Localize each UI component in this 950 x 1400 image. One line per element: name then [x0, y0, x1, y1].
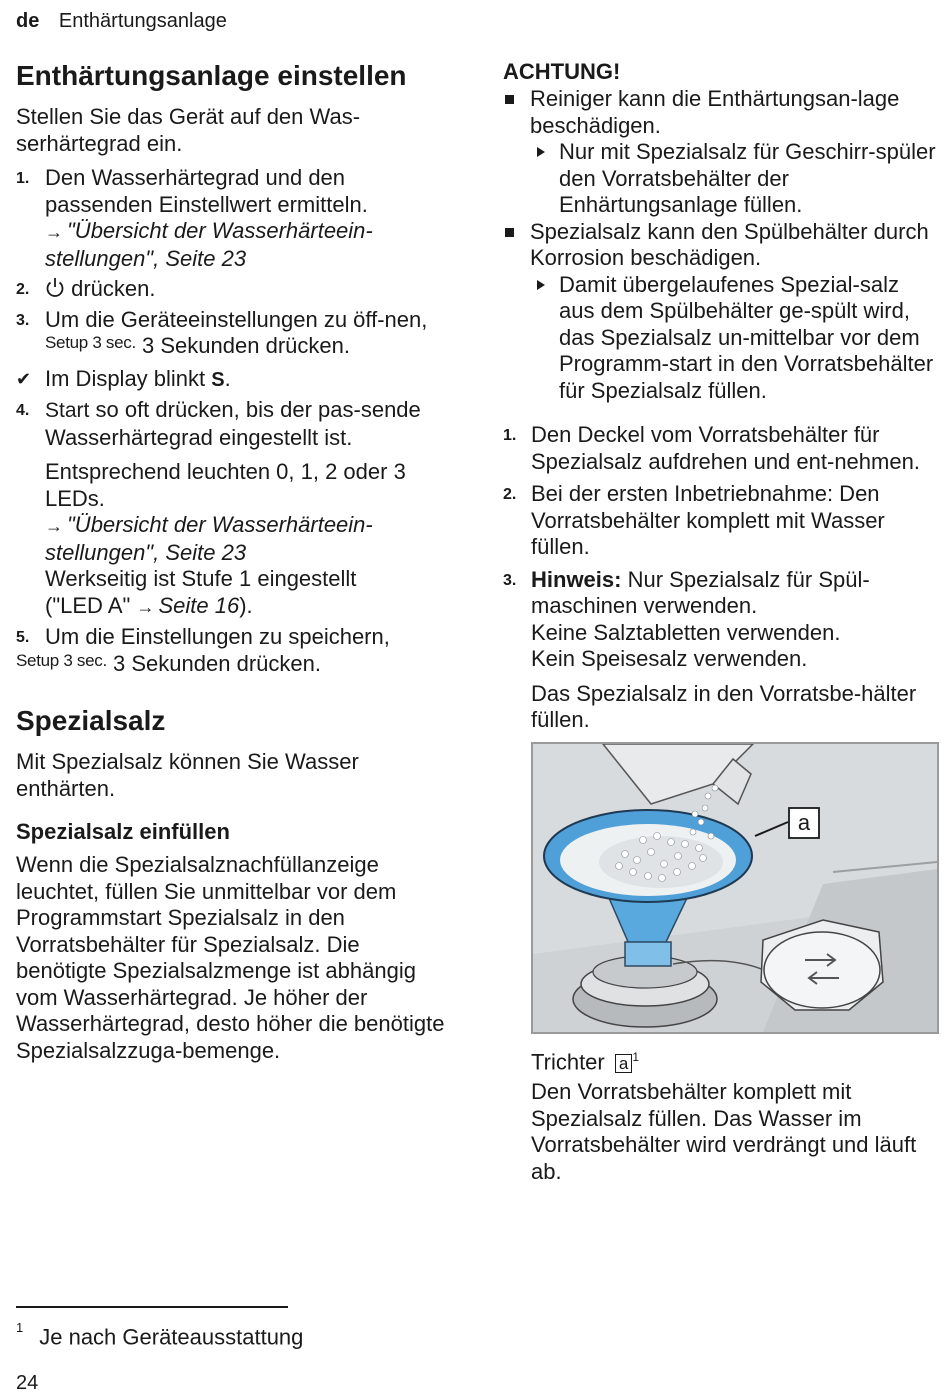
- warning-action-2: [503, 272, 939, 405]
- salt-intro: Mit Spezialsalz können Sie Wasser enthärten.: [16, 749, 359, 801]
- reference-text: "Übersicht der Wasserhärteein-stellungen", Seite 23: [45, 512, 373, 565]
- step-number: 3.: [503, 571, 517, 589]
- step-4: [16, 397, 456, 620]
- punctuation: .: [224, 365, 231, 391]
- arrow-right-icon: →: [45, 222, 63, 242]
- funnel-drawing: [533, 744, 937, 1032]
- step-text-cont: 3 Sekunden drücken.: [113, 650, 321, 676]
- caption-text: Trichter: [531, 1048, 605, 1074]
- footnote-text: Je nach Geräteausstattung: [39, 1324, 304, 1350]
- final-paragraph: Den Vorratsbehälter komplett mit Spezialsalz füllen. Das Wasser im Vorratsbehälter wird verdrängt und läuft ab.: [531, 1079, 917, 1184]
- action-text: Damit übergelaufenes Spezial-salz aus dem Spülbehälter ge-spült wird, das Spezialsalz un-mittelbar vor dem Programm-start in den Vorratsbehälter für Spezialsalz füllen.: [559, 271, 934, 403]
- led-text: Entsprechend leuchten 0, 1, 2 oder 3 LEDs.: [45, 459, 406, 511]
- action-text: Nur mit Spezialsalz für Geschirr-spüler den Vorratsbehälter der Enhärtungsanlage füllen.: [559, 139, 936, 217]
- step-3: [16, 307, 456, 362]
- square-bullet-icon: [505, 228, 514, 237]
- led-a-text: ("LED A": [45, 592, 131, 618]
- hint-line-3: Kein Speisesalz verwenden.: [531, 646, 808, 671]
- bullet-text: Spezialsalz kann den Spülbehälter durch Korrosion beschädigen.: [530, 218, 929, 270]
- step-5: [16, 624, 456, 679]
- figure-label-a: a: [797, 809, 811, 835]
- step-number: 2.: [16, 281, 30, 298]
- triangle-bullet-icon: [537, 147, 545, 157]
- step-number: 3.: [16, 311, 30, 329]
- arrow-right-icon: →: [136, 596, 155, 617]
- bullet-text: Reiniger kann die Enthärtungsan-lage beschädigen.: [530, 86, 900, 138]
- right-step-2: [503, 481, 939, 561]
- setup-button-label: Setup 3 sec.: [45, 333, 136, 352]
- reference-text: "Übersicht der Wasserhärteein-stellungen", Seite 23: [45, 218, 373, 271]
- footnote: [16, 1320, 304, 1350]
- led-a-reference: [45, 593, 456, 621]
- subsection-title-fill: Spezialsalz einfüllen: [16, 819, 230, 844]
- warning-bullet-1: [503, 86, 939, 139]
- step-text: Bei der ersten Inbetriebnahme: Den Vorratsbehälter komplett mit Wasser füllen.: [531, 481, 885, 559]
- footnote-number: 1: [16, 1320, 24, 1335]
- fill-paragraph: Wenn die Spezialsalznachfüllanzeige leuchtet, füllen Sie unmittelbar vor dem Programmstart Spezialsalz in den Vorratsbehälter für Spezialsalz. Die benötigte Spezialsalzmenge ist abhängig vom Wasserhärtegrad. Je höher der Wasserhärtegrad, desto höher die benötigte Spezialsalzzuga-bemenge.: [16, 852, 445, 1063]
- triangle-bullet-icon: [537, 280, 545, 290]
- figure-caption: [531, 1044, 939, 1076]
- funnel-illustration: [531, 742, 939, 1034]
- right-step-3: [503, 567, 939, 734]
- step-text-cont: 3 Sekunden drücken.: [142, 333, 350, 358]
- result-text: Im Display blinkt: [45, 365, 206, 391]
- arrow-right-icon: →: [45, 516, 63, 536]
- page-header: [16, 10, 227, 33]
- step-text: Um die Geräteeinstellungen zu öff-nen,: [45, 306, 428, 332]
- step-text: Den Deckel vom Vorratsbehälter für Spezialsalz aufdrehen und ent-nehmen.: [531, 422, 920, 474]
- cross-reference: [45, 512, 456, 566]
- language-tag: de: [16, 10, 40, 32]
- step-number: 1.: [16, 170, 30, 187]
- power-icon: [45, 277, 65, 299]
- step-text: Um die Einstellungen zu speichern,: [45, 624, 390, 649]
- step-result: [16, 366, 456, 394]
- step-text: drücken.: [71, 276, 156, 301]
- section-title-enthaertung: Enthärtungsanlage einstellen: [16, 60, 407, 91]
- factory-setting: Werkseitig ist Stufe 1 eingestellt: [45, 566, 357, 591]
- right-step-1: [503, 422, 939, 475]
- left-column: [16, 58, 456, 1064]
- page-number: 24: [16, 1372, 39, 1394]
- step-1: [16, 165, 456, 272]
- footnote-divider: [16, 1306, 288, 1308]
- hint-text: Nur Spezialsalz für Spül-maschinen verwenden.: [531, 566, 870, 618]
- salt-indicator-icon: S: [211, 368, 225, 391]
- fill-instruction: Das Spezialsalz in den Vorratsbe-hälter füllen.: [531, 680, 917, 732]
- square-bullet-icon: [505, 95, 514, 104]
- header-title: Enthärtungsanlage: [58, 10, 227, 32]
- step-2: [16, 276, 456, 303]
- hint-label: Hinweis:: [531, 566, 622, 592]
- step-text: Den Wasserhärtegrad und den passenden Einstellwert ermitteln.: [45, 165, 368, 217]
- section-title-spezialsalz: Spezialsalz: [16, 705, 166, 736]
- start-button-label: Start: [45, 399, 90, 422]
- page-reference: Seite 16: [158, 592, 240, 618]
- step-number: 4.: [16, 402, 30, 419]
- warning-title: ACHTUNG!: [503, 59, 621, 84]
- check-icon: ✔: [16, 368, 32, 389]
- warning-action-1: [503, 139, 939, 219]
- step-text: so oft drücken, bis der pas-sende Wasserhärtegrad eingestellt ist.: [45, 397, 421, 450]
- hint-line-2: Keine Salztabletten verwenden.: [531, 619, 841, 645]
- footnote-marker: 1: [632, 1049, 640, 1064]
- punctuation: ).: [239, 592, 253, 618]
- setup-button-label: Setup 3 sec.: [16, 650, 107, 670]
- caption-label-box: a: [615, 1054, 632, 1073]
- intro-text: Stellen Sie das Gerät auf den Was-serhärtegrad ein.: [16, 104, 361, 156]
- cross-reference: [45, 218, 456, 272]
- warning-bullet-2: [503, 219, 939, 272]
- step-number: 2.: [503, 486, 517, 503]
- step-number: 1.: [503, 427, 517, 444]
- step-number: 5.: [16, 629, 30, 646]
- right-column: [503, 58, 939, 1185]
